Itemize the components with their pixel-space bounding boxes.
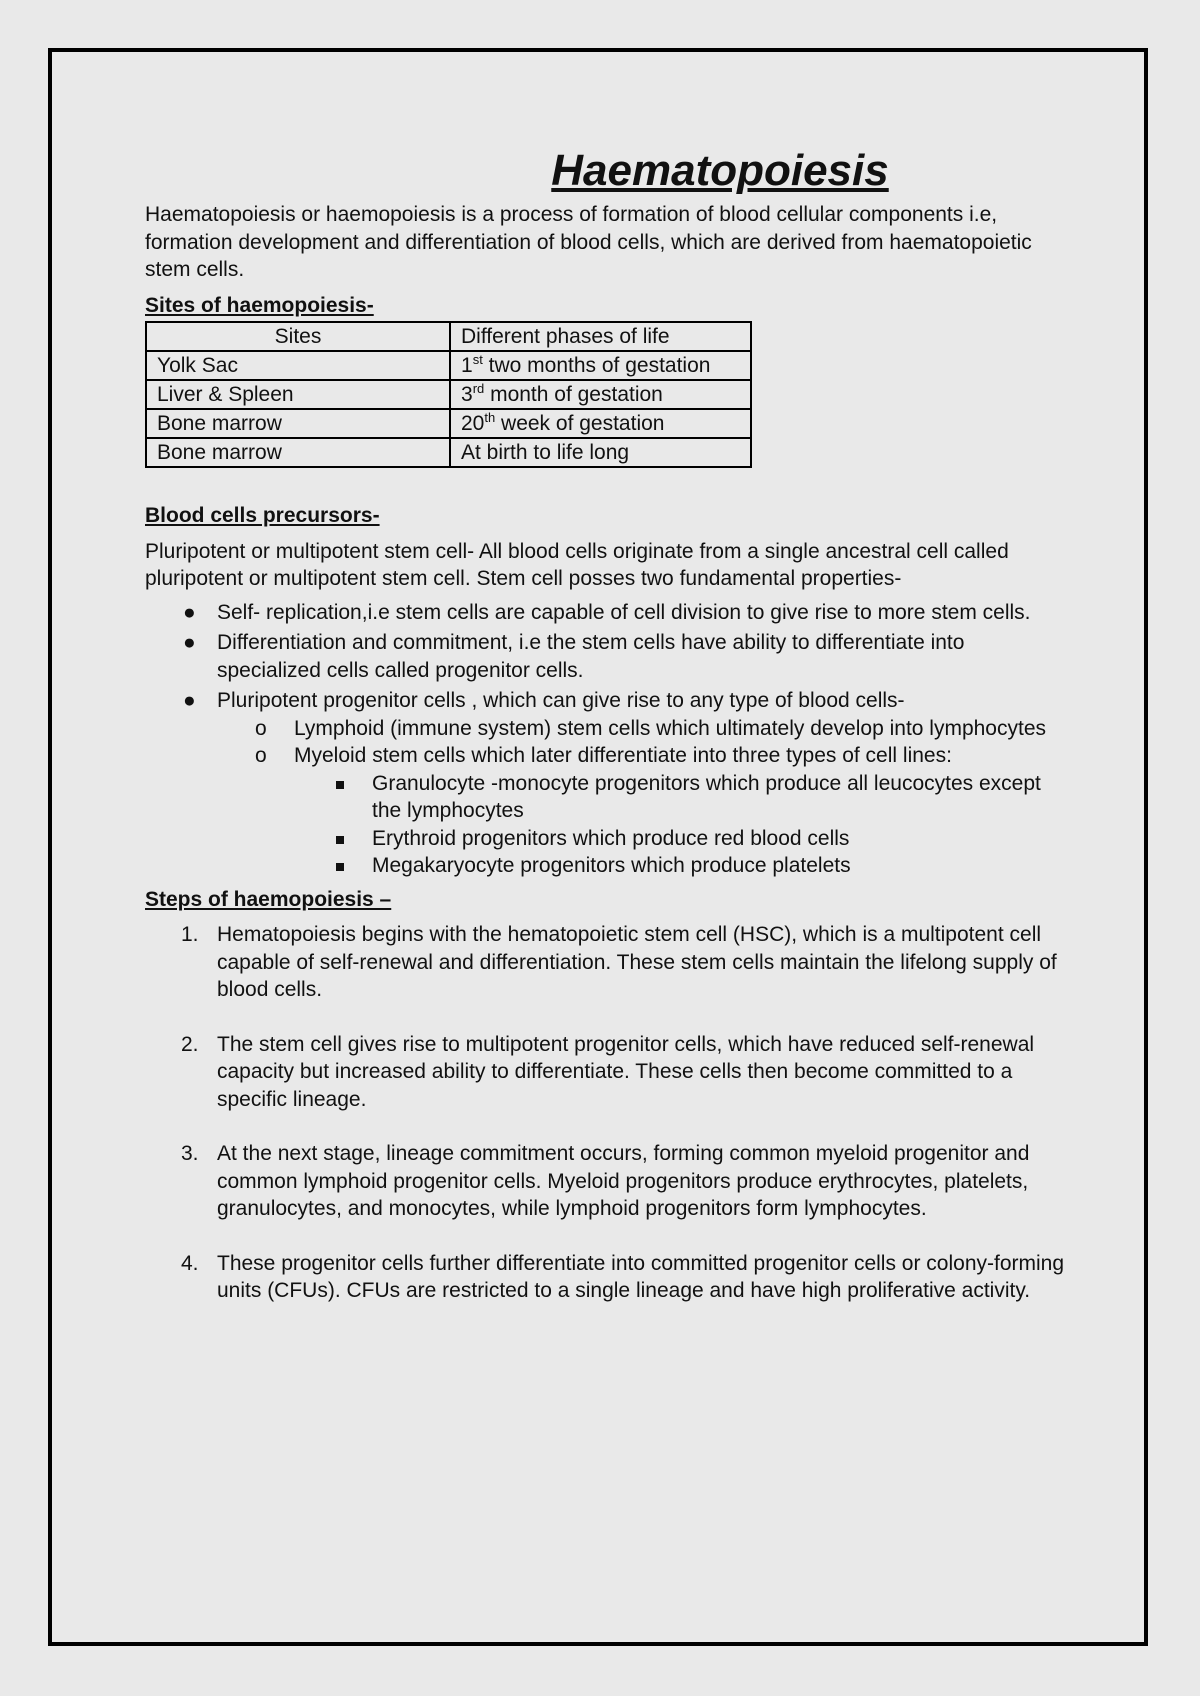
sites-table [145,321,752,468]
list-item: Megakaryocyte progenitors which produce platelets [294,852,1065,880]
table-header-cell: Sites [146,322,450,351]
steps-heading: Steps of haemopoiesis – [145,887,392,911]
progenitor-list [294,770,1065,880]
phase-cell: 1st two months of gestation [450,351,751,380]
intro-paragraph: Haematopoiesis or haemopoiesis is a process of formation of blood cellular components i.e, formation development and differentiation of blood cells, which are derived from haematopoietic stem cells. [145,203,1032,281]
list-item: 4. These progenitor cells further differentiate into committed progenitor cells or colony-forming units (CFUs). CFUs are restricted to a single lineage and have high proliferative activity. [181,1251,1065,1302]
list-item: o Lymphoid (immune system) stem cells which ultimately develop into lymphocytes [217,715,1065,743]
precursors-heading: Blood cells precursors- [145,504,380,527]
cell-line-list [217,715,1065,880]
square-bullet-icon [336,863,344,871]
phase-cell: 20th week of gestation [450,409,751,438]
site-cell: Liver & Spleen [146,380,450,409]
site-cell: Bone marrow [146,438,450,467]
list-item: 3. At the next stage, lineage commitment occurs, forming common myeloid progenitor and common lymphoid progenitor cells. Myeloid progenitors produce erythrocytes, platelets, granulocytes, and monocytes, while lymphoid progenitors form lymphocytes. [181,1142,1030,1220]
list-item: 1. Hematopoiesis begins with the hematopoietic stem cell (HSC), which is a multipotent cell capable of self-renewal and differentiation. These stem cells maintain the lifelong supply of blood cells. [181,923,1057,1001]
list-item: Granulocyte -monocyte progenitors which produce all leucocytes except the lymphocytes [294,770,1065,825]
phase-cell: At birth to life long [450,438,751,467]
bullet-icon: ● [183,689,196,712]
sites-heading: Sites of haemopoiesis- [145,293,374,317]
list-item: ● Differentiation and commitment, i.e the stem cells have ability to differentiate into specialized cells called progenitor cells. [183,631,965,682]
list-item: 2. The stem cell gives rise to multipotent progenitor cells, which have reduced self-renewal capacity but increased ability to differentiate. These cells then become committed to a specific lineage. [181,1032,1035,1111]
precursors-paragraph: Pluripotent or multipotent stem cell- All blood cells originate from a single ancestral cell called pluripotent or multipotent stem cell. Stem cell posses two fundamental properties- [145,539,1009,590]
table-row [146,351,751,380]
table-header-cell: Different phases of life [450,322,751,351]
circle-bullet-icon: o [255,744,267,767]
document-body [145,145,1065,1332]
site-cell: Bone marrow [146,409,450,438]
table-row [146,380,751,409]
square-bullet-icon [336,781,344,789]
page-title: Haematopoiesis [551,146,889,195]
properties-list [145,599,1065,880]
bullet-icon: ● [183,600,196,624]
table-row [146,409,751,438]
phase-cell: 3rd month of gestation [450,380,751,409]
steps-list [145,921,1065,1305]
table-header-row [146,322,751,351]
bullet-icon: ● [183,631,196,654]
list-item: o Myeloid stem cells which later differentiate into three types of cell lines: Granulocyte -monocyte progenitors which produce all leucocytes except the lymphocytes Erythroid progenitors which produce red blood cells Megakaryocyte progenitors which produce platelets [217,742,1065,880]
table-row [146,438,751,467]
site-cell: Yolk Sac [146,351,450,380]
square-bullet-icon [336,836,344,844]
list-item: Erythroid progenitors which produce red blood cells [294,825,1065,853]
list-item: ● Self- replication,i.e stem cells are capable of cell division to give rise to more stem cells. [145,599,1065,627]
circle-bullet-icon: o [255,716,267,740]
list-item: ● Pluripotent progenitor cells , which can give rise to any type of blood cells- o Lymphoid (immune system) stem cells which ultimately develop into lymphocytes o Myeloid stem cells which later differentiate into three types of cell lines: Granulocyte -monocyte progenitors which produce all leucocytes except the lymphocytes Erythroid progenitors which produce red blood cells Megakaryocyte progenitors which produce platelets [145,687,1065,880]
